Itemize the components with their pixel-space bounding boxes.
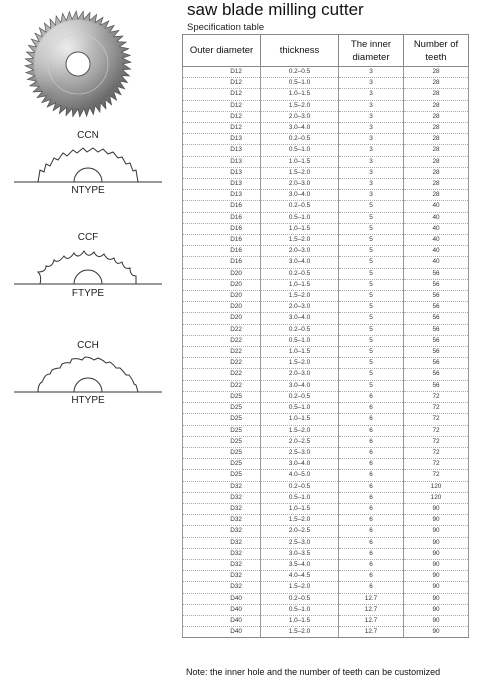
illustration-panel xyxy=(0,0,180,689)
cell-outer-diameter: D16 xyxy=(183,212,261,223)
cell-outer-diameter: D32 xyxy=(183,559,261,570)
cell-inner-diameter: 12.7 xyxy=(339,604,404,615)
table-row xyxy=(183,212,469,223)
specification-table xyxy=(182,34,468,638)
cell-thickness: 2.0–3.0 xyxy=(261,179,339,190)
cell-thickness: 0.5–1.0 xyxy=(261,604,339,615)
cell-outer-diameter: D16 xyxy=(183,201,261,212)
cell-outer-diameter: D13 xyxy=(183,145,261,156)
cell-number-of-teeth: 90 xyxy=(404,515,469,526)
cell-inner-diameter: 3 xyxy=(339,145,404,156)
cell-inner-diameter: 3 xyxy=(339,123,404,134)
cell-inner-diameter: 6 xyxy=(339,503,404,514)
cell-outer-diameter: D13 xyxy=(183,167,261,178)
cell-inner-diameter: 6 xyxy=(339,414,404,425)
cell-inner-diameter: 6 xyxy=(339,481,404,492)
cell-inner-diameter: 3 xyxy=(339,67,404,78)
cell-inner-diameter: 5 xyxy=(339,369,404,380)
cell-inner-diameter: 5 xyxy=(339,257,404,268)
cell-thickness: 4.0–4.5 xyxy=(261,571,339,582)
cell-outer-diameter: D22 xyxy=(183,369,261,380)
ccn-tooth-profile-icon xyxy=(8,140,168,184)
table-row xyxy=(183,627,469,638)
cell-thickness: 1.5–2.0 xyxy=(261,291,339,302)
type-cch-diagram xyxy=(8,340,168,410)
table-row xyxy=(183,257,469,268)
cell-outer-diameter: D22 xyxy=(183,335,261,346)
table-row xyxy=(183,67,469,78)
cell-inner-diameter: 6 xyxy=(339,436,404,447)
table-row xyxy=(183,447,469,458)
cell-number-of-teeth: 56 xyxy=(404,347,469,358)
cell-number-of-teeth: 40 xyxy=(404,246,469,257)
cell-outer-diameter: D32 xyxy=(183,515,261,526)
cell-thickness: 3.5–4.0 xyxy=(261,559,339,570)
cell-outer-diameter: D16 xyxy=(183,246,261,257)
table-row xyxy=(183,111,469,122)
cell-number-of-teeth: 90 xyxy=(404,604,469,615)
cell-inner-diameter: 5 xyxy=(339,347,404,358)
cell-inner-diameter: 12.7 xyxy=(339,593,404,604)
cell-number-of-teeth: 90 xyxy=(404,582,469,593)
cell-outer-diameter: D20 xyxy=(183,268,261,279)
cell-outer-diameter: D12 xyxy=(183,111,261,122)
cell-thickness: 3.0–4.0 xyxy=(261,190,339,201)
cell-thickness: 0.2–0.5 xyxy=(261,593,339,604)
cell-number-of-teeth: 28 xyxy=(404,67,469,78)
cell-number-of-teeth: 28 xyxy=(404,78,469,89)
cell-outer-diameter: D12 xyxy=(183,89,261,100)
cell-outer-diameter: D22 xyxy=(183,380,261,391)
cell-inner-diameter: 6 xyxy=(339,571,404,582)
cell-number-of-teeth: 28 xyxy=(404,190,469,201)
cell-number-of-teeth: 120 xyxy=(404,481,469,492)
cell-outer-diameter: D40 xyxy=(183,627,261,638)
cell-number-of-teeth: 72 xyxy=(404,470,469,481)
column-header-outer-diameter: Outer diameter xyxy=(183,35,261,67)
cell-inner-diameter: 3 xyxy=(339,134,404,145)
cell-number-of-teeth: 28 xyxy=(404,167,469,178)
cell-number-of-teeth: 28 xyxy=(404,134,469,145)
cell-number-of-teeth: 72 xyxy=(404,459,469,470)
cell-number-of-teeth: 72 xyxy=(404,414,469,425)
table-subtitle: Specification table xyxy=(187,22,265,33)
cell-number-of-teeth: 28 xyxy=(404,156,469,167)
cell-outer-diameter: D13 xyxy=(183,156,261,167)
table-row xyxy=(183,89,469,100)
cell-number-of-teeth: 90 xyxy=(404,526,469,537)
cell-outer-diameter: D13 xyxy=(183,179,261,190)
cell-thickness: 0.5–1.0 xyxy=(261,145,339,156)
type-name-label: HTYPE xyxy=(71,395,105,406)
cell-number-of-teeth: 40 xyxy=(404,235,469,246)
table-row xyxy=(183,571,469,582)
cell-inner-diameter: 3 xyxy=(339,89,404,100)
cell-outer-diameter: D20 xyxy=(183,313,261,324)
cell-number-of-teeth: 56 xyxy=(404,324,469,335)
column-header-number-of-teeth: Number of teeth xyxy=(404,35,469,67)
cell-number-of-teeth: 56 xyxy=(404,380,469,391)
cell-thickness: 1.5–2.0 xyxy=(261,358,339,369)
cell-number-of-teeth: 28 xyxy=(404,179,469,190)
cell-number-of-teeth: 40 xyxy=(404,223,469,234)
cell-thickness: 0.2–0.5 xyxy=(261,134,339,145)
cell-thickness: 4.0–5.0 xyxy=(261,470,339,481)
table-row xyxy=(183,324,469,335)
cell-outer-diameter: D25 xyxy=(183,436,261,447)
cell-number-of-teeth: 28 xyxy=(404,100,469,111)
table-row xyxy=(183,246,469,257)
cell-inner-diameter: 5 xyxy=(339,268,404,279)
cell-outer-diameter: D16 xyxy=(183,223,261,234)
ccf-tooth-profile-icon xyxy=(8,242,168,286)
cell-thickness: 1.5–2.0 xyxy=(261,627,339,638)
cell-number-of-teeth: 120 xyxy=(404,492,469,503)
table-row xyxy=(183,403,469,414)
cell-outer-diameter: D32 xyxy=(183,571,261,582)
table-row xyxy=(183,179,469,190)
cell-thickness: 3.0–4.0 xyxy=(261,459,339,470)
cell-inner-diameter: 6 xyxy=(339,559,404,570)
cell-number-of-teeth: 56 xyxy=(404,313,469,324)
cell-outer-diameter: D25 xyxy=(183,403,261,414)
cell-inner-diameter: 5 xyxy=(339,212,404,223)
cell-outer-diameter: D25 xyxy=(183,425,261,436)
table-row xyxy=(183,291,469,302)
cell-outer-diameter: D40 xyxy=(183,615,261,626)
cell-inner-diameter: 3 xyxy=(339,100,404,111)
type-name-label: NTYPE xyxy=(71,185,105,196)
cell-outer-diameter: D12 xyxy=(183,67,261,78)
cell-outer-diameter: D22 xyxy=(183,347,261,358)
table-row xyxy=(183,492,469,503)
cell-inner-diameter: 5 xyxy=(339,246,404,257)
cell-number-of-teeth: 90 xyxy=(404,627,469,638)
cell-inner-diameter: 5 xyxy=(339,324,404,335)
type-code-label: CCH xyxy=(77,340,99,351)
table-header-row xyxy=(183,35,469,67)
cell-thickness: 0.5–1.0 xyxy=(261,403,339,414)
cell-number-of-teeth: 90 xyxy=(404,537,469,548)
table-row xyxy=(183,134,469,145)
cell-thickness: 2.0–3.0 xyxy=(261,302,339,313)
cell-inner-diameter: 3 xyxy=(339,156,404,167)
cell-thickness: 0.5–1.0 xyxy=(261,335,339,346)
table-row xyxy=(183,593,469,604)
table-row xyxy=(183,335,469,346)
cell-thickness: 0.5–1.0 xyxy=(261,492,339,503)
column-header-inner-diameter: The inner diameter xyxy=(339,35,404,67)
cell-thickness: 2.0–2.5 xyxy=(261,526,339,537)
cell-number-of-teeth: 72 xyxy=(404,403,469,414)
cell-number-of-teeth: 28 xyxy=(404,123,469,134)
cell-number-of-teeth: 90 xyxy=(404,571,469,582)
table-row xyxy=(183,537,469,548)
cell-thickness: 3.0–3.5 xyxy=(261,548,339,559)
table-row xyxy=(183,515,469,526)
cell-number-of-teeth: 56 xyxy=(404,291,469,302)
footer-note: Note: the inner hole and the number of teeth can be customized xyxy=(186,667,441,677)
cell-inner-diameter: 6 xyxy=(339,515,404,526)
cell-inner-diameter: 5 xyxy=(339,223,404,234)
cell-outer-diameter: D16 xyxy=(183,235,261,246)
cell-number-of-teeth: 72 xyxy=(404,436,469,447)
cell-outer-diameter: D12 xyxy=(183,78,261,89)
cell-inner-diameter: 6 xyxy=(339,492,404,503)
column-header-thickness: thickness xyxy=(261,35,339,67)
cell-outer-diameter: D32 xyxy=(183,503,261,514)
table-row xyxy=(183,604,469,615)
cell-inner-diameter: 6 xyxy=(339,447,404,458)
cell-thickness: 3.0–4.0 xyxy=(261,123,339,134)
cell-thickness: 1.0–1.5 xyxy=(261,347,339,358)
table-row xyxy=(183,123,469,134)
cell-number-of-teeth: 56 xyxy=(404,335,469,346)
table-row xyxy=(183,190,469,201)
table-row xyxy=(183,414,469,425)
cell-inner-diameter: 5 xyxy=(339,313,404,324)
table-row xyxy=(183,470,469,481)
table-row xyxy=(183,582,469,593)
table-row xyxy=(183,78,469,89)
cell-thickness: 1.5–2.0 xyxy=(261,167,339,178)
cell-outer-diameter: D25 xyxy=(183,414,261,425)
table-row xyxy=(183,380,469,391)
table-row xyxy=(183,201,469,212)
cell-inner-diameter: 3 xyxy=(339,111,404,122)
cell-number-of-teeth: 56 xyxy=(404,279,469,290)
cell-inner-diameter: 6 xyxy=(339,548,404,559)
cell-number-of-teeth: 28 xyxy=(404,145,469,156)
table-row xyxy=(183,548,469,559)
cell-thickness: 0.5–1.0 xyxy=(261,212,339,223)
cell-inner-diameter: 3 xyxy=(339,179,404,190)
cell-outer-diameter: D12 xyxy=(183,123,261,134)
cell-outer-diameter: D32 xyxy=(183,492,261,503)
cell-inner-diameter: 6 xyxy=(339,582,404,593)
cell-thickness: 2.0–3.0 xyxy=(261,111,339,122)
table-row xyxy=(183,369,469,380)
cell-number-of-teeth: 56 xyxy=(404,358,469,369)
saw-blade-image xyxy=(24,10,132,118)
cell-number-of-teeth: 56 xyxy=(404,268,469,279)
cell-inner-diameter: 5 xyxy=(339,302,404,313)
cell-inner-diameter: 3 xyxy=(339,78,404,89)
cell-inner-diameter: 5 xyxy=(339,201,404,212)
cell-thickness: 2.0–3.0 xyxy=(261,369,339,380)
cell-inner-diameter: 5 xyxy=(339,291,404,302)
cell-thickness: 3.0–4.0 xyxy=(261,257,339,268)
cell-thickness: 1.5–2.0 xyxy=(261,582,339,593)
table-row xyxy=(183,156,469,167)
cell-outer-diameter: D22 xyxy=(183,358,261,369)
cell-number-of-teeth: 40 xyxy=(404,212,469,223)
cell-inner-diameter: 6 xyxy=(339,425,404,436)
cell-inner-diameter: 5 xyxy=(339,380,404,391)
table-row xyxy=(183,235,469,246)
cell-inner-diameter: 6 xyxy=(339,403,404,414)
cell-thickness: 3.0–4.0 xyxy=(261,313,339,324)
table-row xyxy=(183,481,469,492)
cell-outer-diameter: D22 xyxy=(183,324,261,335)
table-row xyxy=(183,615,469,626)
cell-outer-diameter: D20 xyxy=(183,279,261,290)
cell-outer-diameter: D20 xyxy=(183,291,261,302)
cell-outer-diameter: D25 xyxy=(183,459,261,470)
table-row xyxy=(183,358,469,369)
cell-outer-diameter: D12 xyxy=(183,100,261,111)
cell-inner-diameter: 6 xyxy=(339,526,404,537)
cell-thickness: 0.2–0.5 xyxy=(261,481,339,492)
cell-inner-diameter: 6 xyxy=(339,391,404,402)
cell-outer-diameter: D13 xyxy=(183,134,261,145)
page-title: saw blade milling cutter xyxy=(187,0,364,19)
cell-outer-diameter: D32 xyxy=(183,582,261,593)
type-code-label: CCF xyxy=(77,232,99,243)
table-row xyxy=(183,167,469,178)
cell-inner-diameter: 12.7 xyxy=(339,615,404,626)
table-row xyxy=(183,268,469,279)
cell-inner-diameter: 5 xyxy=(339,279,404,290)
cell-thickness: 1.0–1.5 xyxy=(261,89,339,100)
cell-outer-diameter: D32 xyxy=(183,481,261,492)
cell-outer-diameter: D40 xyxy=(183,604,261,615)
table-row xyxy=(183,100,469,111)
cell-thickness: 0.2–0.5 xyxy=(261,391,339,402)
cell-number-of-teeth: 56 xyxy=(404,302,469,313)
table-row xyxy=(183,347,469,358)
table-row xyxy=(183,436,469,447)
table-row xyxy=(183,223,469,234)
cell-inner-diameter: 3 xyxy=(339,190,404,201)
cell-thickness: 0.2–0.5 xyxy=(261,201,339,212)
cell-thickness: 0.2–0.5 xyxy=(261,67,339,78)
cell-inner-diameter: 5 xyxy=(339,235,404,246)
cell-outer-diameter: D40 xyxy=(183,593,261,604)
type-code-label: CCN xyxy=(77,130,99,141)
cell-thickness: 1.5–2.0 xyxy=(261,100,339,111)
cell-number-of-teeth: 28 xyxy=(404,89,469,100)
cell-inner-diameter: 6 xyxy=(339,470,404,481)
cell-outer-diameter: D16 xyxy=(183,257,261,268)
cell-thickness: 1.5–2.0 xyxy=(261,515,339,526)
type-name-label: FTYPE xyxy=(71,288,105,299)
cell-thickness: 0.2–0.5 xyxy=(261,324,339,335)
cell-outer-diameter: D20 xyxy=(183,302,261,313)
cell-thickness: 1.0–1.5 xyxy=(261,156,339,167)
table-row xyxy=(183,503,469,514)
cch-tooth-profile-icon xyxy=(8,350,168,394)
cell-number-of-teeth: 40 xyxy=(404,201,469,212)
cell-thickness: 2.0–2.5 xyxy=(261,436,339,447)
cell-inner-diameter: 3 xyxy=(339,167,404,178)
cell-outer-diameter: D25 xyxy=(183,391,261,402)
cell-outer-diameter: D32 xyxy=(183,526,261,537)
cell-inner-diameter: 6 xyxy=(339,537,404,548)
table-row xyxy=(183,313,469,324)
cell-thickness: 2.5–3.0 xyxy=(261,537,339,548)
cell-thickness: 0.2–0.5 xyxy=(261,268,339,279)
cell-number-of-teeth: 56 xyxy=(404,369,469,380)
table-row xyxy=(183,391,469,402)
cell-inner-diameter: 5 xyxy=(339,335,404,346)
table-row xyxy=(183,425,469,436)
type-ccf-diagram xyxy=(8,232,168,302)
cell-number-of-teeth: 90 xyxy=(404,548,469,559)
table-row xyxy=(183,559,469,570)
table-row xyxy=(183,145,469,156)
cell-outer-diameter: D32 xyxy=(183,548,261,559)
cell-number-of-teeth: 72 xyxy=(404,447,469,458)
cell-thickness: 1.0–1.5 xyxy=(261,414,339,425)
cell-thickness: 2.0–3.0 xyxy=(261,246,339,257)
cell-outer-diameter: D25 xyxy=(183,447,261,458)
cell-thickness: 1.5–2.0 xyxy=(261,235,339,246)
cell-inner-diameter: 12.7 xyxy=(339,627,404,638)
table-row xyxy=(183,459,469,470)
table-row xyxy=(183,526,469,537)
cell-thickness: 1.5–2.0 xyxy=(261,425,339,436)
cell-thickness: 3.0–4.0 xyxy=(261,380,339,391)
cell-thickness: 0.5–1.0 xyxy=(261,78,339,89)
cell-number-of-teeth: 90 xyxy=(404,559,469,570)
cell-thickness: 1.0–1.5 xyxy=(261,223,339,234)
cell-number-of-teeth: 90 xyxy=(404,615,469,626)
cell-outer-diameter: D13 xyxy=(183,190,261,201)
cell-inner-diameter: 6 xyxy=(339,459,404,470)
cell-number-of-teeth: 72 xyxy=(404,391,469,402)
cell-number-of-teeth: 90 xyxy=(404,503,469,514)
cell-number-of-teeth: 72 xyxy=(404,425,469,436)
cell-thickness: 1.0–1.5 xyxy=(261,615,339,626)
cell-inner-diameter: 5 xyxy=(339,358,404,369)
table-row xyxy=(183,302,469,313)
type-ccn-diagram xyxy=(8,128,168,198)
table-row xyxy=(183,279,469,290)
cell-thickness: 1.0–1.5 xyxy=(261,279,339,290)
cell-thickness: 2.5–3.0 xyxy=(261,447,339,458)
cell-number-of-teeth: 40 xyxy=(404,257,469,268)
cell-outer-diameter: D32 xyxy=(183,537,261,548)
cell-outer-diameter: D25 xyxy=(183,470,261,481)
cell-thickness: 1.0–1.5 xyxy=(261,503,339,514)
cell-number-of-teeth: 28 xyxy=(404,111,469,122)
cell-number-of-teeth: 90 xyxy=(404,593,469,604)
